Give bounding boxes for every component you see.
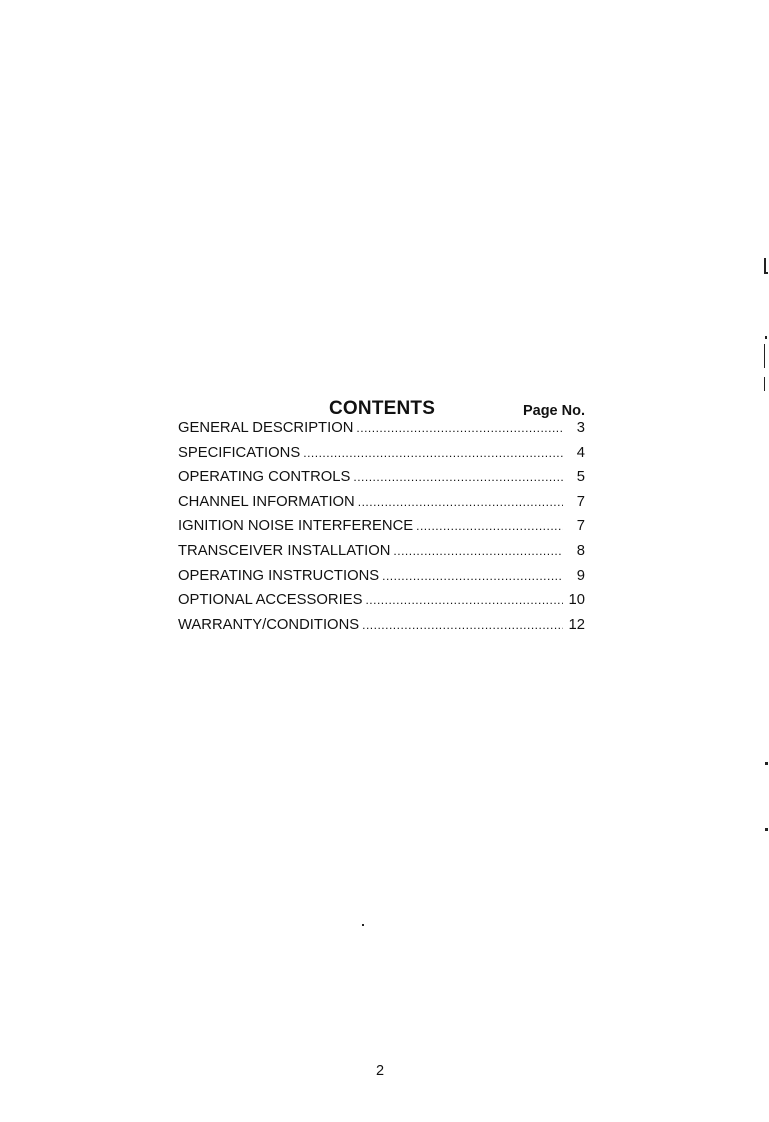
scan-mark bbox=[765, 828, 768, 831]
toc-entry-ignition-noise-interference[interactable] bbox=[178, 518, 585, 543]
toc-entry-label: OPERATING CONTROLS bbox=[178, 469, 351, 486]
toc-header bbox=[178, 398, 585, 420]
toc-entry-page: 3 bbox=[576, 420, 585, 436]
page-column-label: Page No. bbox=[522, 403, 585, 419]
toc-title: CONTENTS bbox=[329, 398, 436, 419]
toc-entry-label: CHANNEL INFORMATION bbox=[178, 493, 355, 510]
dot-leader bbox=[303, 446, 563, 460]
scan-mark bbox=[764, 272, 768, 274]
scan-mark bbox=[362, 924, 364, 926]
dot-leader bbox=[353, 470, 563, 484]
toc-entry-optional-accessories[interactable] bbox=[178, 592, 585, 617]
toc-entry-label: GENERAL DESCRIPTION bbox=[178, 420, 354, 436]
scan-mark bbox=[764, 377, 765, 391]
dot-leader bbox=[358, 495, 563, 509]
dot-leader bbox=[393, 544, 563, 558]
toc-entry-general-description[interactable] bbox=[178, 420, 585, 445]
toc-list bbox=[178, 420, 585, 641]
toc-entry-page: 10 bbox=[568, 592, 585, 609]
toc-entry-label: OPERATING INSTRUCTIONS bbox=[178, 567, 380, 584]
toc-entry-transceiver-installation[interactable] bbox=[178, 543, 585, 568]
dot-leader bbox=[382, 569, 563, 583]
toc-entry-page: 12 bbox=[568, 616, 585, 633]
table-of-contents bbox=[178, 398, 585, 641]
scan-mark bbox=[765, 336, 767, 339]
toc-entry-specifications[interactable] bbox=[178, 445, 585, 470]
toc-entry-page: 4 bbox=[576, 444, 585, 461]
toc-entry-label: TRANSCEIVER INSTALLATION bbox=[178, 542, 391, 559]
page-number: 2 bbox=[376, 1063, 385, 1079]
scan-mark bbox=[765, 762, 768, 765]
toc-entry-page: 7 bbox=[576, 493, 585, 510]
toc-entry-label: WARRANTY/CONDITIONS bbox=[178, 616, 360, 633]
dot-leader bbox=[365, 593, 563, 607]
toc-entry-channel-information[interactable] bbox=[178, 494, 585, 519]
toc-entry-page: 9 bbox=[576, 567, 585, 584]
dot-leader bbox=[362, 618, 563, 632]
scan-mark bbox=[764, 344, 765, 368]
toc-entry-page: 7 bbox=[576, 518, 585, 535]
dot-leader bbox=[356, 421, 563, 435]
toc-entry-label: SPECIFICATIONS bbox=[178, 444, 301, 461]
toc-entry-warranty-conditions[interactable] bbox=[178, 617, 585, 642]
toc-entry-label: OPTIONAL ACCESSORIES bbox=[178, 592, 363, 609]
toc-entry-page: 5 bbox=[576, 469, 585, 486]
toc-entry-operating-controls[interactable] bbox=[178, 469, 585, 494]
dot-leader bbox=[416, 519, 563, 533]
toc-entry-label: IGNITION NOISE INTERFERENCE bbox=[178, 518, 414, 535]
toc-entry-page: 8 bbox=[576, 542, 585, 559]
toc-entry-operating-instructions[interactable] bbox=[178, 568, 585, 593]
